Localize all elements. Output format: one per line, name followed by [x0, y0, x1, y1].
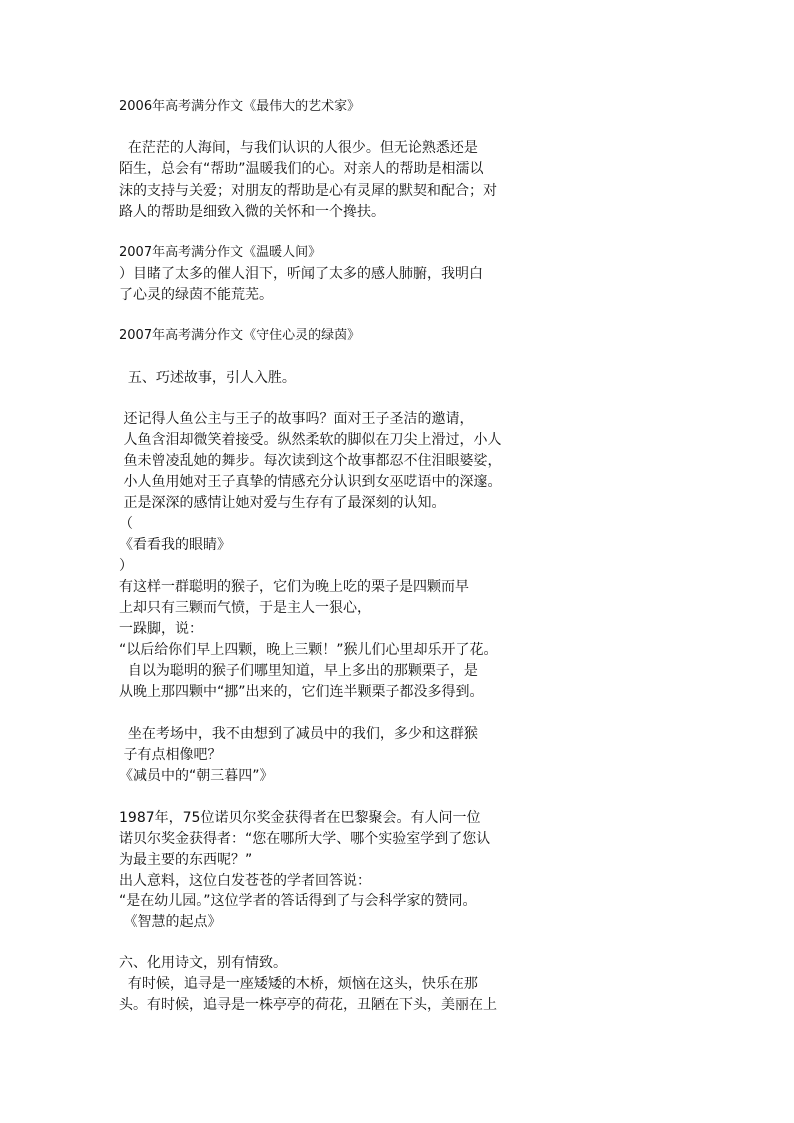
- essay-title-2007-warm: 2007年高考满分作文《温暖人间》: [119, 245, 322, 260]
- paragraph-line: 陌生，总会有“帮助”温暖我们的心。对亲人的帮助是相濡以: [119, 161, 484, 177]
- essay-title-eyes: 《看看我的眼睛》: [119, 537, 231, 553]
- paren-open: （: [119, 516, 133, 532]
- paragraph-line: 诺贝尔奖金获得者：“您在哪所大学、哪个实验室学到了您认: [119, 831, 491, 847]
- paragraph-line: 出人意料，这位白发苍苍的学者回答说：: [119, 873, 371, 889]
- paragraph-line: 有这样一群聪明的猴子，它们为晚上吃的栗子是四颗而早: [119, 579, 469, 595]
- paragraph-line: 从晚上那四颗中“挪”出来的，它们连半颗栗子都没多得到。: [119, 684, 484, 700]
- essay-title-reduction: 《减员中的“朝三暮四”》: [119, 768, 274, 784]
- section-heading-five: 五、巧述故事，引人入胜。: [119, 370, 296, 386]
- paragraph-line: 路人的帮助是细致入微的关怀和一个搀扶。: [119, 204, 385, 220]
- paragraph-line: 在茫茫的人海间，与我们认识的人很少。但无论熟悉还是: [119, 140, 478, 156]
- paragraph-line: ）目睹了太多的催人泪下，听闻了太多的感人肺腑，我明白: [119, 266, 483, 282]
- paragraph-line: “是在幼儿园。”这位学者的答话得到了与会科学家的赞同。: [119, 893, 477, 909]
- paragraph-line: 了心灵的绿茵不能荒芜。: [119, 287, 273, 303]
- essay-title-2006: 2006年高考满分作文《最伟大的艺术家》: [119, 99, 361, 114]
- paragraph-line: 还记得人鱼公主与王子的故事吗？面对王子圣洁的邀请，: [119, 411, 474, 427]
- paragraph-line: 沫的支持与关爱；对朋友的帮助是心有灵犀的默契和配合；对: [119, 183, 497, 199]
- paragraph-line: 有时候，追寻是一座矮矮的木桥，烦恼在这头，快乐在那: [119, 976, 478, 992]
- paragraph-line: 正是深深的感情让她对爱与生存有了最深刻的认知。: [119, 495, 446, 511]
- paragraph-line: 自以为聪明的猴子们哪里知道，早上多出的那颗栗子，是: [119, 663, 478, 679]
- paragraph-line: 一跺脚，说：: [119, 621, 203, 637]
- paragraph-line: 小人鱼用她对王子真挚的情感充分认识到女巫呓语中的深邃。: [119, 474, 502, 490]
- paragraph-line: “以后给你们早上四颗，晚上三颗！”猴儿们心里却乐开了花。: [119, 642, 498, 658]
- paragraph-line: 头。有时候，追寻是一株亭亭的荷花，丑陋在下头，美丽在上: [119, 997, 497, 1013]
- essay-title-wisdom: 《智慧的起点》: [119, 914, 222, 930]
- paren-close: ）: [119, 558, 133, 574]
- paragraph-line: 子有点相像吧？: [119, 747, 222, 763]
- paragraph-line: 为最主要的东西呢？”: [119, 852, 253, 868]
- paragraph-line: 1987年，75位诺贝尔奖金获得者在巴黎聚会。有人问一位: [119, 810, 481, 826]
- section-heading-six: 六、化用诗文，别有情致。: [119, 955, 287, 971]
- paragraph-line: 上却只有三颗而气愤，于是主人一狠心，: [119, 600, 371, 616]
- essay-title-2007-green: 2007年高考满分作文《守住心灵的绿茵》: [119, 328, 361, 343]
- paragraph-line: 鱼未曾凌乱她的舞步。每次读到这个故事都忍不住泪眼婆娑，: [119, 453, 502, 469]
- paragraph-line: 人鱼含泪却微笑着接受。纵然柔软的脚似在刀尖上滑过，小人: [119, 432, 502, 448]
- paragraph-line: 坐在考场中，我不由想到了减员中的我们，多少和这群猴: [119, 726, 478, 742]
